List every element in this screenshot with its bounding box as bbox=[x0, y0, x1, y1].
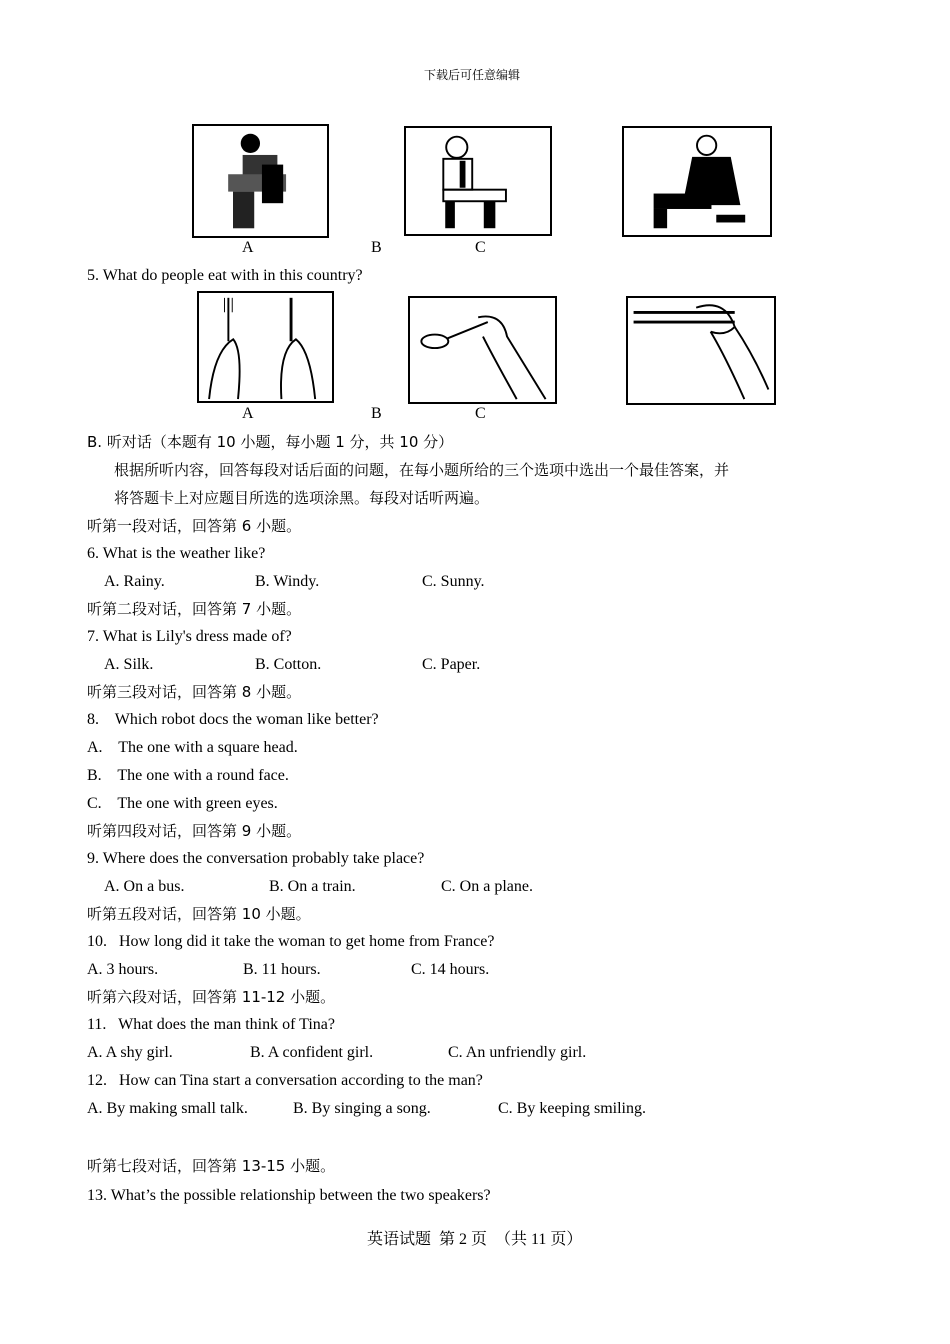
q5-label-a: A bbox=[242, 405, 254, 422]
q7-option-c: C. Paper. bbox=[422, 656, 481, 673]
q10-option-b: B. 11 hours. bbox=[243, 961, 321, 978]
q10-option-a: A. 3 hours. bbox=[87, 961, 159, 978]
spoon-in-hand-icon bbox=[410, 298, 555, 402]
q8-option-c: C. The one with green eyes. bbox=[87, 795, 278, 812]
page-footer: 英语试题 第 2 页 （共 11 页） bbox=[367, 1231, 583, 1248]
q7-option-b: B. Cotton. bbox=[255, 656, 322, 673]
q12-option-c: C. By keeping smiling. bbox=[498, 1100, 646, 1117]
dialogue-2-heading: 听第二段对话，回答第 7 小题。 bbox=[87, 600, 302, 618]
q12-option-b: B. By singing a song. bbox=[293, 1100, 431, 1117]
q4-label-b: B bbox=[371, 239, 382, 256]
q5-picture-a bbox=[197, 291, 334, 403]
dialogue-3-heading: 听第三段对话，回答第 8 小题。 bbox=[87, 683, 302, 701]
question-13: 13. What’s the possible relationship between the two speakers? bbox=[87, 1187, 491, 1204]
q6-option-a: A. Rainy. bbox=[104, 573, 165, 590]
question-11: 11. What does the man think of Tina? bbox=[87, 1016, 335, 1033]
q4-label-a: A bbox=[242, 239, 254, 256]
fork-and-knife-icon bbox=[199, 293, 332, 401]
q5-picture-b bbox=[408, 296, 557, 404]
question-8: 8. Which robot docs the woman like better? bbox=[87, 711, 379, 728]
q8-option-b: B. The one with a round face. bbox=[87, 767, 289, 784]
q8-option-a: A. The one with a square head. bbox=[87, 739, 298, 756]
dialogue-4-heading: 听第四段对话，回答第 9 小题。 bbox=[87, 822, 302, 840]
header-note: 下载后可任意编辑 bbox=[424, 68, 521, 82]
q5-label-c: C bbox=[475, 405, 486, 422]
q9-option-a: A. On a bus. bbox=[104, 878, 185, 895]
q10-option-c: C. 14 hours. bbox=[411, 961, 490, 978]
person-reclining-icon bbox=[624, 128, 770, 235]
section-b-instruction-1: 根据所听内容，回答每段对话后面的问题，在每小题所给的三个选项中选出一个最佳答案，并 bbox=[114, 461, 730, 479]
question-5: 5. What do people eat with in this country? bbox=[87, 267, 363, 284]
question-10: 10. How long did it take the woman to get home from France? bbox=[87, 933, 495, 950]
person-sitting-upright-icon bbox=[406, 128, 550, 234]
q4-label-c: C bbox=[475, 239, 486, 256]
q5-label-b: B bbox=[371, 405, 382, 422]
dialogue-5-heading: 听第五段对话，回答第 10 小题。 bbox=[87, 905, 311, 923]
q7-option-a: A. Silk. bbox=[104, 656, 154, 673]
chopsticks-in-hand-icon bbox=[628, 298, 774, 403]
section-b-title: B. 听对话（本题有 10 小题，每小题 1 分，共 10 分） bbox=[87, 433, 454, 451]
q11-option-a: A. A shy girl. bbox=[87, 1044, 173, 1061]
dialogue-1-heading: 听第一段对话，回答第 6 小题。 bbox=[87, 517, 302, 535]
q4-picture-c bbox=[622, 126, 772, 237]
dialogue-7-heading: 听第七段对话，回答第 13-15 小题。 bbox=[87, 1157, 336, 1175]
question-7: 7. What is Lily's dress made of? bbox=[87, 628, 292, 645]
q11-option-b: B. A confident girl. bbox=[250, 1044, 374, 1061]
q4-picture-a bbox=[192, 124, 329, 238]
question-6: 6. What is the weather like? bbox=[87, 545, 266, 562]
section-b-instruction-2: 将答题卡上对应题目所选的选项涂黑。每段对话听两遍。 bbox=[114, 489, 490, 507]
q6-option-c: C. Sunny. bbox=[422, 573, 485, 590]
q4-picture-b bbox=[404, 126, 552, 236]
q11-option-c: C. An unfriendly girl. bbox=[448, 1044, 587, 1061]
person-sitting-crossed-icon bbox=[194, 126, 327, 236]
q9-option-b: B. On a train. bbox=[269, 878, 356, 895]
q9-option-c: C. On a plane. bbox=[441, 878, 533, 895]
q12-option-a: A. By making small talk. bbox=[87, 1100, 248, 1117]
q5-picture-c bbox=[626, 296, 776, 405]
dialogue-6-heading: 听第六段对话，回答第 11-12 小题。 bbox=[87, 988, 336, 1006]
question-12: 12. How can Tina start a conversation according to the man? bbox=[87, 1072, 483, 1089]
question-9: 9. Where does the conversation probably take place? bbox=[87, 850, 425, 867]
q6-option-b: B. Windy. bbox=[255, 573, 320, 590]
